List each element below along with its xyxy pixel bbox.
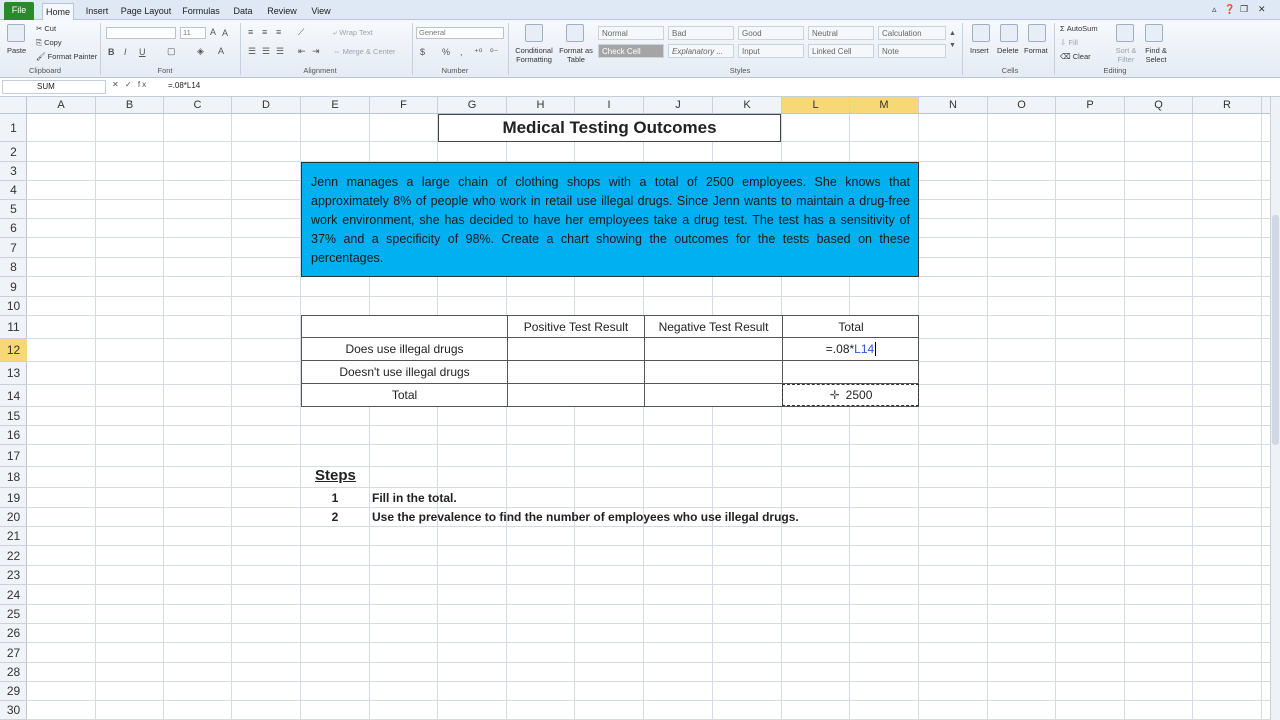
style-explanatory[interactable]: Explanatory ... [668,44,734,58]
grow-font-icon[interactable]: A [210,27,217,37]
underline-icon[interactable]: U [139,47,146,57]
style-check-cell[interactable]: Check Cell [598,44,664,58]
column-header-d[interactable]: D [232,97,301,113]
delete-cells-icon[interactable] [1000,24,1018,42]
close-icon[interactable]: ✕ [1258,4,1266,14]
column-header-e[interactable]: E [301,97,370,113]
merge-icon: ⇔ [333,47,343,56]
row-header-23[interactable]: 23 [0,566,27,585]
grid-column-line [95,114,96,720]
column-header-l[interactable]: L [782,97,850,113]
style-note[interactable]: Note [878,44,946,58]
column-header-a[interactable]: A [27,97,96,113]
font-name-combo[interactable] [106,27,176,39]
row-header-1[interactable]: 1 [0,114,27,142]
ribbon-home [0,20,1280,78]
row-header-28[interactable]: 28 [0,663,27,682]
row-header-6[interactable]: 6 [0,219,27,238]
delete-cells-button[interactable]: Delete [997,46,1019,55]
italic-icon[interactable]: I [124,47,127,57]
grid-row-line [27,444,1270,445]
restore-icon[interactable]: ❐ [1240,4,1249,14]
cells-group-label: Cells [1001,66,1019,75]
autosum-button[interactable] [1060,24,1098,33]
tab-review[interactable]: Review [267,6,297,16]
number-format-combo[interactable]: General [416,27,504,39]
borders-icon[interactable]: ▢ [167,46,176,56]
header-positive[interactable]: Positive Test Result [508,316,645,338]
cell-total-positive[interactable] [508,384,645,406]
row-header-21[interactable]: 21 [0,527,27,546]
align-right-icon[interactable]: ☰ [276,46,285,56]
row-header-20[interactable]: 20 [0,508,27,527]
row-header-17[interactable]: 17 [0,445,27,467]
format-cells-icon[interactable] [1028,24,1046,42]
column-header-h[interactable]: H [507,97,575,113]
increase-indent-icon[interactable]: ⇥ [312,46,320,56]
row-header-25[interactable]: 25 [0,605,27,624]
styles-scroll-down-icon[interactable]: ▼ [949,42,956,49]
style-good[interactable]: Good [738,26,804,40]
format-painter-label: Format Painter [47,52,98,61]
row-label-uses[interactable]: Does use illegal drugs [302,338,508,361]
autosum-label: AutoSum [1066,24,1098,33]
cell-notuse-total[interactable] [783,361,919,384]
format-cells-button[interactable]: Format [1024,46,1048,55]
grid-row-line [27,296,1270,297]
grid-row-line [27,642,1270,643]
column-header-i[interactable]: I [575,97,644,113]
style-calculation[interactable]: Calculation [878,26,946,40]
row-header-16[interactable]: 16 [0,426,27,445]
cell-uses-positive[interactable] [508,338,645,361]
clear-button[interactable] [1060,52,1091,61]
step-1-text[interactable]: Fill in the total. [372,491,457,505]
problem-description[interactable]: Jenn manages a large chain of clothing shops with a total of 2500 employees. She knows that approximately 8% of people who work in retail use illegal drugs. Since Jenn wants to maintain a drug-free work environment, she has decided to have her employees take a drug test. The test has a sensitivity of 37% and a specificity of 98%. Create a chart showing the outcomes for the tests based on these percentages. [301,162,919,277]
header-total[interactable]: Total [783,316,919,338]
sigma-icon: Σ [1060,24,1067,33]
grid-row-line [27,681,1270,682]
grid-row-line [27,487,1270,488]
row-header-7[interactable]: 7 [0,238,27,258]
scroll-thumb[interactable] [1272,215,1279,445]
grid-row-line [27,526,1270,527]
cell-uses-negative[interactable] [645,338,783,361]
row-header-3[interactable]: 3 [0,162,27,181]
alignment-group-label: Alignment [303,66,337,75]
column-header-j[interactable]: J [644,97,713,113]
column-header-b[interactable]: B [96,97,164,113]
sort-filter-icon[interactable] [1116,24,1134,42]
wrap-text-label: Wrap Text [339,28,373,37]
row-header-22[interactable]: 22 [0,546,27,566]
format-painter-button[interactable] [36,52,97,61]
find-select-button[interactable]: Find & Select [1145,46,1167,64]
binoculars-icon[interactable] [1145,24,1163,42]
eraser-icon: ⌫ [1060,52,1073,61]
step-1-number[interactable]: 1 [331,491,339,505]
cell-total-negative[interactable] [645,384,783,406]
styles-scroll-up-icon[interactable]: ▲ [949,30,956,37]
row-header-24[interactable]: 24 [0,585,27,605]
font-group-label: Font [157,66,173,75]
conditional-formatting-button[interactable]: Conditional Formatting [515,46,553,64]
group-separator [412,23,413,75]
currency-icon[interactable]: $ [420,47,426,57]
select-all-corner[interactable] [0,97,27,113]
copy-button[interactable] [36,38,62,48]
paste-icon[interactable] [7,24,25,42]
row-header-27[interactable]: 27 [0,643,27,663]
grand-total-value: 2500 [845,388,873,402]
text-cursor [875,342,876,356]
tab-file[interactable]: File [4,2,34,20]
grid-row-line [27,507,1270,508]
grid-row-line [27,565,1270,566]
row-header-14[interactable]: 14 [0,385,27,407]
sheet-title[interactable]: Medical Testing Outcomes [438,114,781,142]
row-header-11[interactable]: 11 [0,316,27,339]
paste-button[interactable]: Paste [7,46,27,55]
name-box[interactable]: SUM [2,80,106,94]
group-separator [100,23,101,75]
font-size-combo[interactable]: 11 [180,27,206,39]
percent-icon[interactable]: % [442,47,451,57]
decrease-indent-icon[interactable]: ⇤ [298,46,306,56]
formula-reference: L14 [854,342,875,356]
style-bad[interactable]: Bad [668,26,734,40]
clear-label: Clear [1072,52,1091,61]
group-separator [240,23,241,75]
cell-cursor-icon: ✛ [829,388,840,402]
cell-notuse-positive[interactable] [508,361,645,384]
style-normal[interactable]: Normal [598,26,664,40]
row-header-15[interactable]: 15 [0,407,27,426]
cut-button[interactable] [36,24,56,33]
formula-input[interactable]: =.08*L14 [168,81,201,90]
tab-data[interactable]: Data [233,6,253,16]
tab-page-layout[interactable]: Page Layout [120,6,172,16]
copy-icon: ⎘ [36,38,45,47]
bold-icon[interactable]: B [108,47,115,57]
column-header-bar [0,97,1270,114]
row-header-9[interactable]: 9 [0,277,27,297]
minimize-ribbon-icon[interactable]: ▵ [1212,4,1217,14]
row-header-8[interactable]: 8 [0,258,27,277]
column-header-o[interactable]: O [988,97,1056,113]
vertical-scrollbar[interactable] [1270,97,1280,720]
grid-column-line [1192,114,1193,720]
group-separator [962,23,963,75]
decrease-decimal-icon[interactable]: ⁰⁻ [490,47,499,57]
row-header-bar [0,114,27,720]
merge-center-label: Merge & Center [342,47,396,56]
column-header-r[interactable]: R [1193,97,1262,113]
row-header-2[interactable]: 2 [0,142,27,162]
style-linked-cell[interactable]: Linked Cell [808,44,874,58]
editing-group-label: Editing [1103,66,1127,75]
group-separator [1054,23,1055,75]
help-icon[interactable]: ❓ [1224,4,1236,14]
insert-cells-icon[interactable] [972,24,990,42]
number-group-label: Number [441,66,469,75]
format-as-table-button[interactable]: Format as Table [559,46,593,64]
font-color-icon[interactable]: A [218,46,225,56]
column-header-p[interactable]: P [1056,97,1125,113]
style-input[interactable]: Input [738,44,804,58]
tab-insert[interactable]: Insert [85,6,109,16]
fill-down-icon: ⇩ [1060,38,1069,47]
scissors-icon: ✂ [36,24,45,33]
wrap-text-button[interactable] [333,28,373,38]
fill-button[interactable] [1060,38,1078,47]
table-corner-cell[interactable] [302,316,508,338]
tab-formulas[interactable]: Formulas [182,6,220,16]
orientation-icon[interactable]: ⟋ [298,27,305,37]
copy-marquee [782,384,919,406]
cut-label: Cut [44,24,57,33]
column-header-k[interactable]: K [713,97,782,113]
tab-home[interactable]: Home [42,3,74,20]
copy-label: Copy [44,38,62,47]
grid-row-line [27,700,1270,701]
style-neutral[interactable]: Neutral [808,26,874,40]
comma-icon[interactable]: , [460,47,463,57]
steps-heading[interactable]: Steps [315,467,356,484]
column-header-c[interactable]: C [164,97,232,113]
column-header-f[interactable]: F [370,97,438,113]
grid-row-line [27,623,1270,624]
grid-row-line [27,584,1270,585]
styles-group-label: Styles [729,66,751,75]
grid-row-line [27,545,1270,546]
insert-cells-button[interactable]: Insert [970,46,989,55]
row-header-13[interactable]: 13 [0,362,27,385]
column-header-q[interactable]: Q [1125,97,1193,113]
row-header-5[interactable]: 5 [0,200,27,219]
fill-color-icon[interactable]: ◈ [197,46,204,56]
fill-label: Fill [1068,38,1078,47]
formula-buttons[interactable]: ✕ ✓ fx [112,80,149,89]
column-header-g[interactable]: G [438,97,507,113]
merge-center-button[interactable] [333,47,396,56]
grid-row-line [27,466,1270,467]
grid-column-line [1124,114,1125,720]
row-header-26[interactable]: 26 [0,624,27,643]
clipboard-group-label: Clipboard [28,66,62,75]
header-negative[interactable]: Negative Test Result [645,316,783,338]
row-label-does-not-use[interactable]: Doesn't use illegal drugs [302,361,508,384]
row-header-4[interactable]: 4 [0,181,27,200]
grid-row-line [27,425,1270,426]
brush-icon: 🖌 [36,52,48,61]
row-header-19[interactable]: 19 [0,488,27,508]
format-as-table-icon[interactable] [566,24,584,42]
row-header-12[interactable]: 12 [0,339,27,362]
column-header-n[interactable]: N [919,97,988,113]
cell-notuse-negative[interactable] [645,361,783,384]
grid-column-line [987,114,988,720]
align-bottom-icon[interactable]: ≡ [276,27,282,37]
row-header-18[interactable]: 18 [0,467,27,488]
row-label-total[interactable]: Total [302,384,508,406]
shrink-font-icon[interactable]: A [222,28,229,38]
ribbon-tab-bar [0,0,1280,20]
align-middle-icon[interactable]: ≡ [262,27,268,37]
sort-filter-button[interactable]: Sort & Filter [1115,46,1137,64]
grid-column-line [1055,114,1056,720]
grid-row-line [27,604,1270,605]
column-header-m[interactable]: M [850,97,919,113]
align-center-icon[interactable]: ☰ [262,46,271,56]
align-top-icon[interactable]: ≡ [248,27,254,37]
row-header-29[interactable]: 29 [0,682,27,701]
wrap-text-icon: ⤶ [333,28,340,37]
grid-column-line [163,114,164,720]
formula-prefix: =.08* [825,342,855,356]
step-2-number[interactable]: 2 [331,510,339,524]
conditional-formatting-icon[interactable] [525,24,543,42]
align-left-icon[interactable]: ☰ [248,46,257,56]
row-header-30[interactable]: 30 [0,701,27,720]
grid-column-line [231,114,232,720]
grid-row-line [27,662,1270,663]
grid-column-line [1261,114,1262,720]
increase-decimal-icon[interactable]: ⁺⁰ [474,47,483,57]
step-2-text[interactable]: Use the prevalence to find the number of employees who use illegal drugs. [372,510,799,524]
group-separator [508,23,509,75]
row-header-10[interactable]: 10 [0,297,27,316]
cell-uses-total-editing[interactable] [783,338,919,361]
formula-bar [0,78,1280,97]
tab-view[interactable]: View [311,6,331,16]
